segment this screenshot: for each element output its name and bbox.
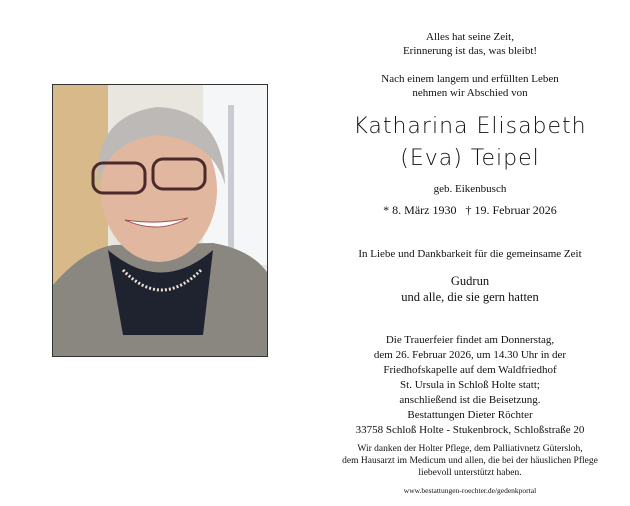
memorial-url[interactable]: www.bestattungen-roechter.de/gedenkportal	[403, 486, 537, 495]
service-line: St. Ursula in Schloß Holte statt;	[400, 379, 540, 391]
undertaker-address: 33758 Schloß Holte - Stukenbrock, Schloßstraße 20	[355, 424, 585, 436]
motto-line: Erinnerung ist das, was bleibt!	[402, 45, 538, 57]
mourner: Gudrun	[450, 274, 490, 288]
undertaker-name: Bestattungen Dieter Röchter	[407, 409, 533, 421]
service-line: Die Trauerfeier findet am Donnerstag,	[385, 334, 555, 346]
motto-line: Alles hat seine Zeit,	[426, 31, 514, 43]
birth-name: geb. Eikenbusch	[433, 183, 507, 195]
portrait-photo	[52, 84, 268, 357]
gratitude-line: In Liebe und Dankbarkeit für die gemeinsame Zeit	[358, 248, 582, 260]
intro-line: Nach einem langem und erfüllten Leben	[381, 73, 559, 85]
service-line: anschließend ist die Beisetzung.	[399, 394, 541, 406]
thanks-line: dem Hausarzt im Medicum und allen, die bei der häuslichen Pflege	[342, 456, 598, 466]
service-line: dem 26. Februar 2026, um 14.30 Uhr in der	[373, 349, 567, 361]
thanks-line: Wir danken der Holter Pflege, dem Palliativnetz Gütersloh,	[357, 444, 583, 454]
life-dates: * 8. März 1930 † 19. Februar 2026	[383, 203, 557, 217]
deceased-nickname-surname: (Eva) Teipel	[400, 146, 540, 171]
mourner: und alle, die sie gern hatten	[401, 290, 539, 304]
service-line: Friedhofskapelle auf dem Waldfriedhof	[383, 364, 557, 376]
intro-line: nehmen wir Abschied von	[412, 87, 528, 99]
deceased-name: Katharina Elisabeth	[353, 114, 587, 139]
thanks-line: liebevoll unterstützt haben.	[418, 468, 522, 478]
